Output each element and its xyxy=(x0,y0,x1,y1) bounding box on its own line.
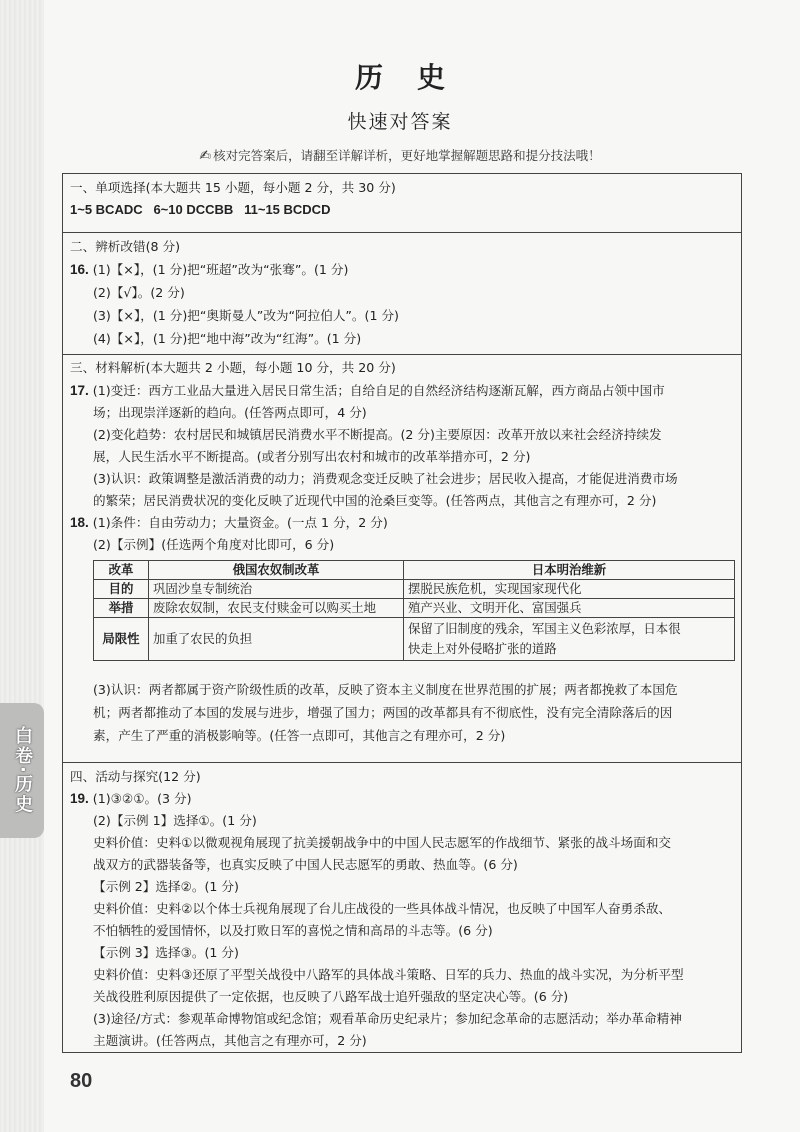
section-correction xyxy=(63,232,741,355)
table-row xyxy=(94,618,735,661)
table-header: 改革 xyxy=(94,561,149,580)
question-number: 18. xyxy=(70,515,89,530)
question-19-line-4: 战双方的武器装备等，也真实反映了中国人民志愿军的勇敢、热血等。(6 分) xyxy=(93,857,518,872)
answer-text: (1)【×】，(1 分)把“班超”改为“张骞”。(1 分) xyxy=(92,262,349,277)
section-material-analysis xyxy=(63,354,741,763)
section-heading: 二、辨析改错(8 分) xyxy=(70,239,180,254)
table-row xyxy=(94,580,735,599)
section-heading: 三、材料解析(本大题共 2 小题，每小题 10 分，共 20 分) xyxy=(70,360,396,375)
pen-icon: ✍ xyxy=(199,148,212,164)
table-cell: 废除农奴制，农民支付赎金可以购买土地 xyxy=(149,599,404,618)
table-cell: 殖产兴业、文明开化、富国强兵 xyxy=(404,599,735,618)
section-heading: 一、单项选择(本大题共 15 小题，每小题 2 分，共 30 分) xyxy=(70,180,396,195)
question-19-line-2: (2)【示例 1】选择①。(1 分) xyxy=(93,813,257,828)
row-label: 局限性 xyxy=(94,618,149,661)
question-17-line-5: (3)认识：政策调整是激活消费的动力；消费观念变迁反映了社会进步；居民收入提高，才能促进消费市场 xyxy=(93,471,678,486)
question-16-line-4: (4)【×】，(1 分)把“地中海”改为“红海”。(1 分) xyxy=(93,331,362,346)
page-number: 80 xyxy=(70,1070,93,1092)
table-cell: 加重了农民的负担 xyxy=(149,618,404,661)
cell-line: 保留了旧制度的残余，军国主义色彩浓厚，日本很 xyxy=(408,621,681,636)
table-cell: 巩固沙皇专制统治 xyxy=(149,580,404,599)
row-label: 目的 xyxy=(94,580,149,599)
question-17-line-3: (2)变化趋势：农村居民和城镇居民消费水平不断提高。(2 分)主要原因：改革开放以来社会经济持续发 xyxy=(93,427,662,442)
side-tab xyxy=(0,703,44,838)
question-number: 17. xyxy=(70,383,89,398)
question-19-line-7: 不怕牺牲的爱国情怀，以及打败日军的喜悦之情和高昂的斗志等。(6 分) xyxy=(93,923,493,938)
question-17-line-6: 的繁荣；居民消费状况的变化反映了近现代中国的沧桑巨变等。(任答两点，其他言之有理亦可，2 分) xyxy=(93,493,657,508)
table-cell xyxy=(404,618,735,661)
question-19-line-3: 史料价值：史料①以微观视角展现了抗美援朝战争中的中国人民志愿军的作战细节、紧张的战斗场面和交 xyxy=(93,835,672,850)
question-number: 19. xyxy=(70,791,89,806)
answer-box xyxy=(62,173,742,1053)
question-16-line-3: (3)【×】，(1 分)把“奥斯曼人”改为“阿拉伯人”。(1 分) xyxy=(93,308,399,323)
section-single-choice xyxy=(63,174,741,232)
question-17-line-1 xyxy=(70,382,735,400)
question-19-line-6: 史料价值：史料②以个体士兵视角展现了台儿庄战役的一些具体战斗情况，也反映了中国军人奋勇杀敌、 xyxy=(93,901,672,916)
question-16-line-2: (2)【√】。(2 分) xyxy=(93,285,185,300)
table-header: 俄国农奴制改革 xyxy=(149,561,404,580)
section-heading: 四、活动与探究(12 分) xyxy=(70,769,201,784)
row-label: 举措 xyxy=(94,599,149,618)
section-activity-inquiry xyxy=(63,762,741,1055)
note-text: 核对完答案后，请翻至详解详析，更好地掌握解题思路和提分技法哦！ xyxy=(213,148,601,163)
table-header-row xyxy=(94,561,735,580)
instruction-note xyxy=(0,146,800,164)
question-19-line-9: 史料价值：史料③还原了平型关战役中八路军的具体战斗策略、日军的兵力、热血的战斗实况，为分析平型 xyxy=(93,967,684,982)
question-18-line-2: (2)【示例】(任选两个角度对比即可，6 分) xyxy=(93,537,335,552)
side-tab-label: 白卷·历史 xyxy=(12,726,33,815)
question-17-line-4: 展，人民生活水平不断提高。(或者分别写出农村和城市的改革举措亦可，2 分) xyxy=(93,449,531,464)
question-18-line-4: 机；两者都推动了本国的发展与进步，增强了国力；两国的改革都具有不彻底性，没有完全清除落后的因 xyxy=(93,705,673,720)
question-17-line-2: 场；出现崇洋逐新的趋向。(任答两点即可，4 分) xyxy=(93,405,367,420)
question-19-line-1 xyxy=(70,790,735,808)
page-title: 历史 xyxy=(354,61,479,94)
table-header: 日本明治维新 xyxy=(404,561,735,580)
choice-answers: 1~5 BCADC 6~10 DCCBB 11~15 BCDCD xyxy=(70,202,331,217)
book-spine-edge xyxy=(0,0,44,1132)
answer-text: (1)条件：自由劳动力；大量资金。(一点 1 分，2 分) xyxy=(92,515,388,530)
question-18-line-5: 素，产生了严重的消极影响等。(任答一点即可，其他言之有理亦可，2 分) xyxy=(93,728,506,743)
table-cell: 摆脱民族危机，实现国家现代化 xyxy=(404,580,735,599)
answer-text: (1)③②①。(3 分) xyxy=(92,791,192,806)
question-19-line-5: 【示例 2】选择②。(1 分) xyxy=(93,879,239,894)
question-18-line-3: (3)认识：两者都属于资产阶级性质的改革，反映了资本主义制度在世界范围的扩展；两者都挽救了本国危 xyxy=(93,682,678,697)
question-number: 16. xyxy=(70,262,89,277)
comparison-table xyxy=(93,560,735,661)
question-19-line-11: (3)途径/方式：参观革命博物馆或纪念馆；观看革命历史纪录片；参加纪念革命的志愿活动；举办革命精神 xyxy=(93,1011,682,1026)
question-18-line-1 xyxy=(70,514,735,532)
page-subtitle: 快速对答案 xyxy=(347,111,453,133)
answer-text: (1)变迁：西方工业品大量进入居民日常生活；自给自足的自然经济结构逐渐瓦解，西方商品占领中国市 xyxy=(92,383,665,398)
question-19-line-10: 关战役胜利原因提供了一定依据，也反映了八路军战士追歼强敌的坚定决心等。(6 分) xyxy=(93,989,569,1004)
question-16-line-1 xyxy=(70,261,735,279)
question-19-line-8: 【示例 3】选择③。(1 分) xyxy=(93,945,239,960)
question-19-line-12: 主题演讲。(任答两点，其他言之有理亦可，2 分) xyxy=(93,1033,367,1048)
cell-line: 快走上对外侵略扩张的道路 xyxy=(408,641,557,656)
table-row xyxy=(94,599,735,618)
